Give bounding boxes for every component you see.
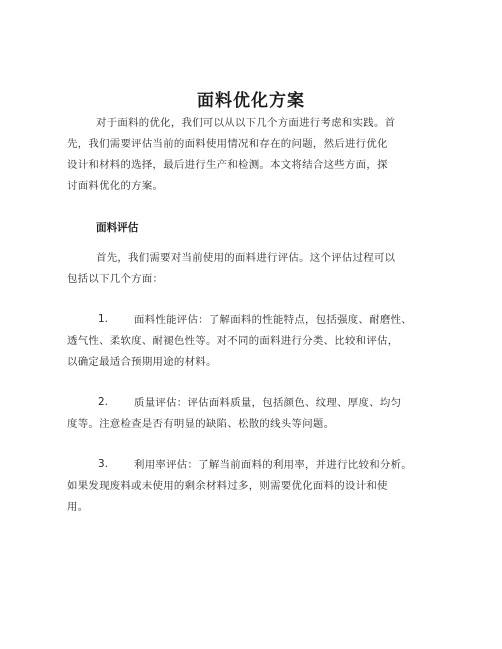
intro-line: 先，我们需要评估当前的面料使用情况和存在的问题，然后进行优化 <box>67 138 388 150</box>
list-item-line: 质量评估：评估面料质量，包括颜色、纹理、厚度、均匀 <box>134 397 402 409</box>
section-heading: 面料评估 <box>96 222 139 234</box>
section-intro-line: 包括以下几个方面： <box>67 273 164 285</box>
list-item-line: 如果发现废料或未使用的剩余材料过多，则需要优化面料的设计和使 <box>67 480 388 492</box>
list-item-line: 度等。注意检查是否有明显的缺陷、松散的线头等问题。 <box>67 418 335 430</box>
section-intro-line: 首先，我们需要对当前使用的面料进行评估。这个评估过程可以 <box>96 252 396 264</box>
list-item-line: 用。 <box>67 501 89 513</box>
list-item-line: 面料性能评估：了解面料的性能特点，包括强度、耐磨性、 <box>134 314 412 326</box>
intro-line: 对于面料的优化，我们可以从以下几个方面进行考虑和实践。首 <box>96 117 396 129</box>
list-item-number: 3. <box>98 458 108 470</box>
page-title: 面料优化方案 <box>197 91 305 111</box>
list-item-line: 以确定最适合预期用途的材料。 <box>67 356 217 368</box>
list-item-line: 透气性、柔软度、耐褪色性等。对不同的面料进行分类、比较和评估， <box>67 335 399 347</box>
list-item-number: 2. <box>98 396 108 408</box>
intro-line: 设计和材料的选择，最后进行生产和检测。本文将结合这些方面，探 <box>67 159 388 171</box>
list-item-number: 1. <box>98 313 108 325</box>
list-item-line: 利用率评估：了解当前面料的利用率，并进行比较和分析。 <box>134 459 412 471</box>
intro-line: 讨面料优化的方案。 <box>67 180 164 192</box>
